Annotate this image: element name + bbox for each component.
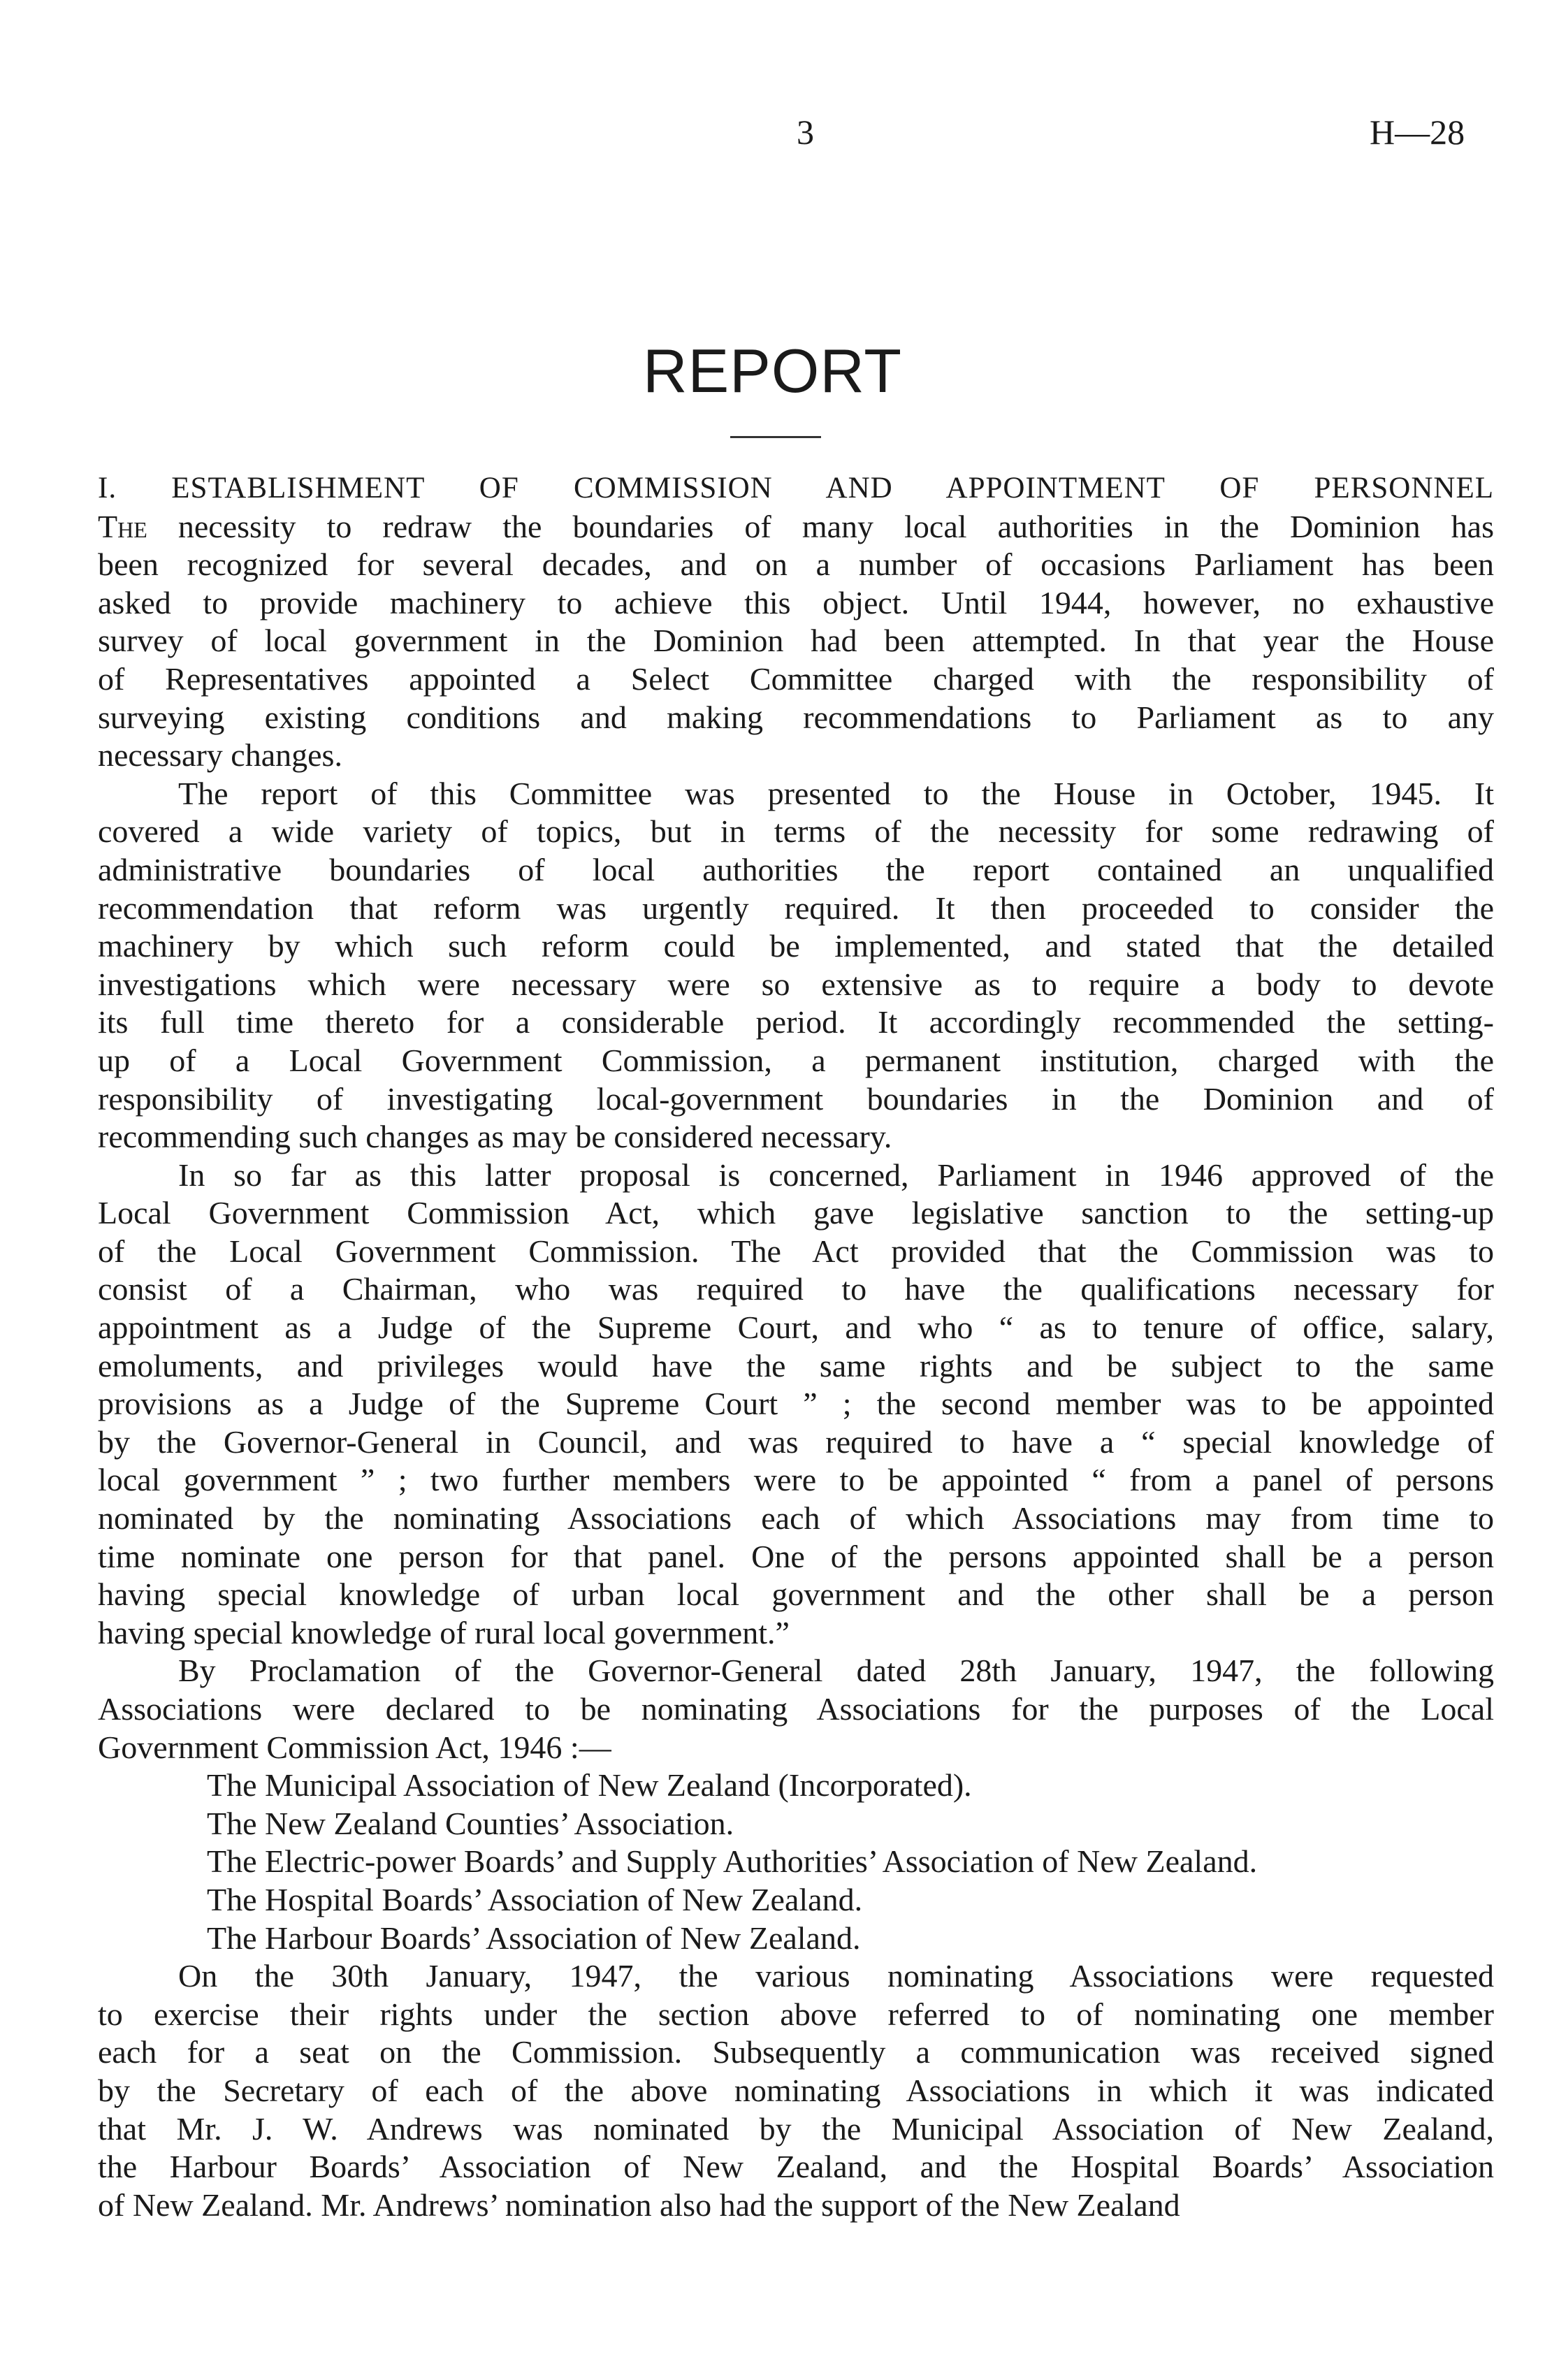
text-line (98, 1003, 1494, 1042)
line-text: survey of local government in the Dominion had been attempted. In that year the House (98, 623, 1494, 659)
line-text: responsibility of investigating local-government boundaries in the Dominion and of (98, 1080, 1494, 1117)
title-rule (730, 436, 821, 438)
line-text: of New Zealand. Mr. Andrews’ nomination also had the support of the New Zealand (98, 2186, 1180, 2223)
text-line (98, 2110, 1494, 2149)
text-line (98, 1080, 1494, 1119)
line-text: having special knowledge of urban local government and the other shall be a person (98, 1576, 1494, 1613)
line-text: up of a Local Government Commission, a permanent institution, charged with the (98, 1042, 1494, 1078)
line-text: to exercise their rights under the section above referred to of nominating one member (98, 1996, 1494, 2032)
text-line (98, 2072, 1494, 2110)
text-line (98, 1347, 1494, 1386)
paragraph (98, 1957, 1494, 2224)
line-text: by the Governor-General in Council, and was required to have a “ special knowledge of (98, 1423, 1494, 1460)
line-text: administrative boundaries of local authorities the report contained an unqualified (98, 851, 1494, 887)
paragraph (98, 775, 1494, 1156)
lead-word: The (98, 508, 147, 544)
text-line (98, 1156, 1494, 1195)
text-line (98, 1233, 1494, 1271)
text-line (98, 1652, 1494, 1690)
line-text: necessary changes. (98, 737, 342, 774)
text-line (98, 1729, 1494, 1767)
list-item: The New Zealand Counties’ Association. (207, 1805, 734, 1841)
line-text: each for a seat on the Commission. Subsequently a communication was received signed (98, 2034, 1494, 2070)
line-text: Local Government Commission Act, which gave legislative sanction to the setting-up (98, 1195, 1494, 1231)
line-text: local government ” ; two further members were to be appointed “ from a panel of persons (98, 1462, 1494, 1498)
line-text: recommending such changes as may be considered necessary. (98, 1119, 892, 1155)
text-line (98, 2186, 1494, 2225)
line-text: by the Secretary of each of the above nominating Associations in which it was indicated (98, 2072, 1494, 2108)
text-line (98, 546, 1494, 584)
line-text: machinery by which such reform could be implemented, and stated that the detailed (98, 928, 1494, 964)
associations-list (98, 1766, 1494, 1957)
line-text: of Representatives appointed a Select Committee charged with the responsibility of (98, 660, 1494, 697)
text-line (98, 1996, 1494, 2034)
paragraph (98, 1652, 1494, 1766)
line-text: recommendation that reform was urgently required. It then proceeded to consider the (98, 890, 1494, 926)
line-text: consist of a Chairman, who was required to have the qualifications necessary for (98, 1271, 1494, 1307)
line-text: covered a wide variety of topics, but in terms of the necessity for some redrawing of (98, 813, 1494, 850)
line-text: surveying existing conditions and making recommendations to Parliament as to any (98, 699, 1494, 735)
line-text: The report of this Committee was presented to the House in October, 1945. It (178, 775, 1494, 811)
text-line (98, 1461, 1494, 1500)
list-item: The Harbour Boards’ Association of New Zealand. (207, 1920, 861, 1956)
text-line (98, 1270, 1494, 1309)
line-text: necessity to redraw the boundaries of many local authorities in the Dominion has (177, 508, 1494, 544)
line-text: its full time thereto for a considerable period. It accordingly recommended the setting- (98, 1004, 1494, 1040)
text-line (98, 1309, 1494, 1347)
line-text: that Mr. J. W. Andrews was nominated by the Municipal Association of New Zealand, (98, 2110, 1494, 2147)
line-text: investigations which were necessary were so extensive as to require a body to devote (98, 966, 1494, 1002)
page-title: REPORT (642, 336, 903, 405)
text-line (98, 1500, 1494, 1538)
line-text: having special knowledge of rural local government.” (98, 1614, 790, 1650)
line-text: of the Local Government Commission. The Act provided that the Commission was to (98, 1233, 1494, 1269)
line-text: Associations were declared to be nominating Associations for the purposes of the Local (98, 1691, 1494, 1727)
line-text: By Proclamation of the Governor-General dated 28th January, 1947, the following (178, 1653, 1494, 1689)
text-line (98, 1576, 1494, 1614)
text-line (98, 1957, 1494, 1996)
text-line (98, 737, 1494, 775)
text-line (98, 890, 1494, 928)
text-line (98, 927, 1494, 966)
text-line (98, 1690, 1494, 1729)
document-reference: H—28 (1370, 113, 1465, 152)
line-text: In so far as this latter proposal is concerned, Parliament in 1946 approved of the (178, 1156, 1494, 1193)
text-line (98, 2033, 1494, 2072)
line-text: provisions as a Judge of the Supreme Court ” ; the second member was to be appointed (98, 1386, 1494, 1422)
text-line (98, 584, 1494, 623)
text-line (98, 1118, 1494, 1156)
text-line (98, 1423, 1494, 1462)
text-line (98, 660, 1494, 699)
report-body (98, 470, 1494, 2224)
text-line (98, 1385, 1494, 1423)
list-item: The Municipal Association of New Zealand (Incorporated). (207, 1767, 972, 1804)
text-line (98, 813, 1494, 851)
text-line (98, 1194, 1494, 1233)
section-heading: I. ESTABLISHMENT OF COMMISSION AND APPOINTMENT OF PERSONNEL (98, 472, 1494, 505)
page-number: 3 (797, 113, 814, 152)
line-text: asked to provide machinery to achieve this object. Until 1944, however, no exhaustive (98, 584, 1494, 621)
line-text: time nominate one person for that panel. One of the persons appointed shall be a person (98, 1538, 1494, 1574)
line-text: On the 30th January, 1947, the various nominating Associations were requested (178, 1958, 1494, 1994)
text-line (98, 622, 1494, 660)
paragraph (98, 1156, 1494, 1653)
list-item: The Hospital Boards’ Association of New Zealand. (207, 1881, 863, 1917)
line-text: Government Commission Act, 1946 :— (98, 1729, 611, 1765)
list-item: The Electric-power Boards’ and Supply Authorities’ Association of New Zealand. (207, 1843, 1258, 1880)
paragraph (98, 508, 1494, 775)
text-line (98, 2148, 1494, 2186)
text-line (98, 966, 1494, 1004)
line-text: the Harbour Boards’ Association of New Zealand, and the Hospital Boards’ Association (98, 2149, 1494, 2185)
line-text: emoluments, and privileges would have the same rights and be subject to the same (98, 1347, 1494, 1384)
line-text: appointment as a Judge of the Supreme Court, and who “ as to tenure of office, salary, (98, 1309, 1494, 1346)
text-line (98, 1042, 1494, 1080)
text-line (98, 775, 1494, 813)
line-text: been recognized for several decades, and on a number of occasions Parliament has been (98, 546, 1494, 583)
line-text: nominated by the nominating Associations each of which Associations may from time to (98, 1500, 1494, 1537)
text-line (98, 851, 1494, 890)
text-line (98, 1614, 1494, 1653)
text-line (98, 699, 1494, 737)
text-line (98, 508, 1494, 546)
text-line (98, 1538, 1494, 1576)
